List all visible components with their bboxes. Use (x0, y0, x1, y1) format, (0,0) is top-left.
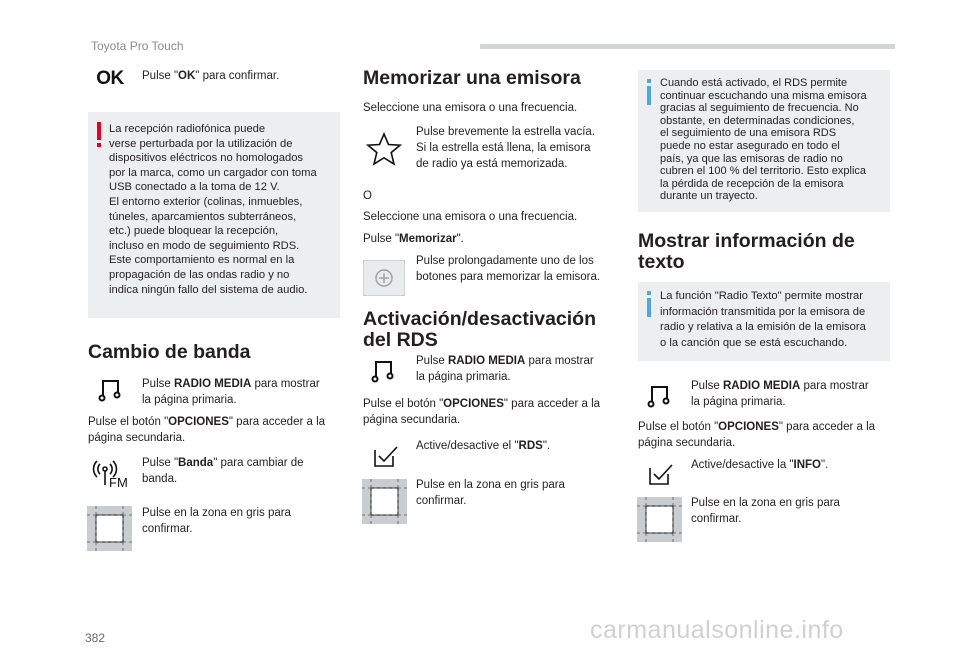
info-toggle-instruction: Active/desactive la "INFO". (691, 459, 829, 471)
band-step-banda: Pulse "Banda" para cambiar de banda. (142, 457, 304, 485)
text-step-confirm: Pulse en la zona en gris para confirmar. (691, 497, 840, 525)
music-note-icon (371, 358, 395, 384)
star-icon (366, 132, 402, 166)
text-step-radio-media: Pulse RADIO MEDIA para mostrar la página primaria. (691, 380, 869, 408)
header-bar (480, 44, 895, 49)
band-options-paragraph: Pulse el botón "OPCIONES" para acceder a la página secundaria. (88, 416, 326, 444)
section-heading-text-info: Mostrar información de texto (638, 230, 855, 273)
star-instruction: Pulse brevemente la estrella vacía. Si la estrella está llena, la emisora de radio ya está memorizada. (416, 126, 595, 170)
fm-radio-icon (92, 455, 128, 491)
music-note-icon (647, 383, 671, 409)
warning-icon (96, 122, 102, 148)
grey-zone-icon (87, 506, 132, 551)
memorize-intro: Seleccione una emisora o una frecuencia. (363, 102, 578, 114)
memorize-intro-2: Seleccione una emisora o una frecuencia. (363, 211, 578, 223)
radio-text-info-box (638, 282, 890, 361)
grey-zone-icon (637, 497, 682, 542)
rds-options-paragraph: Pulse el botón "OPCIONES" para acceder a la página secundaria. (363, 398, 601, 426)
ok-instruction: Pulse "OK" para confirmar. (142, 70, 280, 82)
rds-step-radio-media: Pulse RADIO MEDIA para mostrar la página primaria. (416, 355, 594, 383)
fm-label: FM (109, 475, 128, 490)
info-icon (646, 291, 652, 317)
warning-box (88, 112, 340, 318)
rds-step-confirm: Pulse en la zona en gris para confirmar. (416, 479, 565, 507)
info-icon (646, 79, 652, 105)
section-heading-memorize: Memorizar una emisora (363, 67, 581, 89)
rds-info-text: Cuando está activado, el RDS permite continuar escuchando una misma emisora gracias al seguimiento de frecuencia. No obstante, en determinadas condiciones, el seguimiento de una emisora RDS puede no estar asegurado en todo el país, ya que las emisoras de radio no cubren el 100 % del territorio. Esto explica la pérdida de recepción de la emisora durante un trayecto. (660, 77, 867, 203)
plus-preset-icon (363, 260, 405, 296)
checkbox-icon (373, 444, 399, 468)
page-number: 382 (85, 631, 106, 645)
music-note-icon (98, 377, 122, 403)
radio-text-info-text: La función "Radio Texto" permite mostrar información transmitida por la emisora de radio y relativa a la emisión de la emisora o la canción que se está escuchando. (660, 290, 866, 349)
band-step-radio-media: Pulse RADIO MEDIA para mostrar la página primaria. (142, 378, 320, 406)
rds-toggle-instruction: Active/desactive el "RDS". (416, 440, 551, 452)
band-step-confirm: Pulse en la zona en gris para confirmar. (142, 507, 291, 535)
warning-text: La recepción radiofónica puede verse perturbada por la utilización de dispositivos eléctricos no homologados por la marca, como un cargador con toma USB conectado a la toma de 12 V. El entorno exterior (colinas, inmuebles, túneles, aparcamientos subterráneos, etc.) puede bloquear la recepción, incluso en modo de seguimiento RDS. Este comportamiento es normal en la propagación de las ondas radio y no indica ningún fallo del sistema de audio. (109, 123, 317, 296)
section-heading-rds: Activación/desactivación del RDS (363, 308, 597, 351)
grey-zone-icon (362, 479, 407, 524)
ok-icon: OK (96, 68, 124, 89)
text-options-paragraph: Pulse el botón "OPCIONES" para acceder a la página secundaria. (638, 421, 876, 449)
memorize-press: Pulse "Memorizar". (363, 233, 464, 245)
checkbox-icon (648, 462, 674, 486)
section-heading-band: Cambio de banda (88, 341, 251, 363)
or-text: O (363, 190, 372, 202)
rds-info-box (638, 70, 890, 212)
plus-instruction: Pulse prolongadamente uno de los botones para memorizar la emisora. (416, 255, 601, 283)
watermark: carmanualsonline.info (590, 616, 844, 644)
manual-title: Toyota Pro Touch (91, 39, 184, 53)
